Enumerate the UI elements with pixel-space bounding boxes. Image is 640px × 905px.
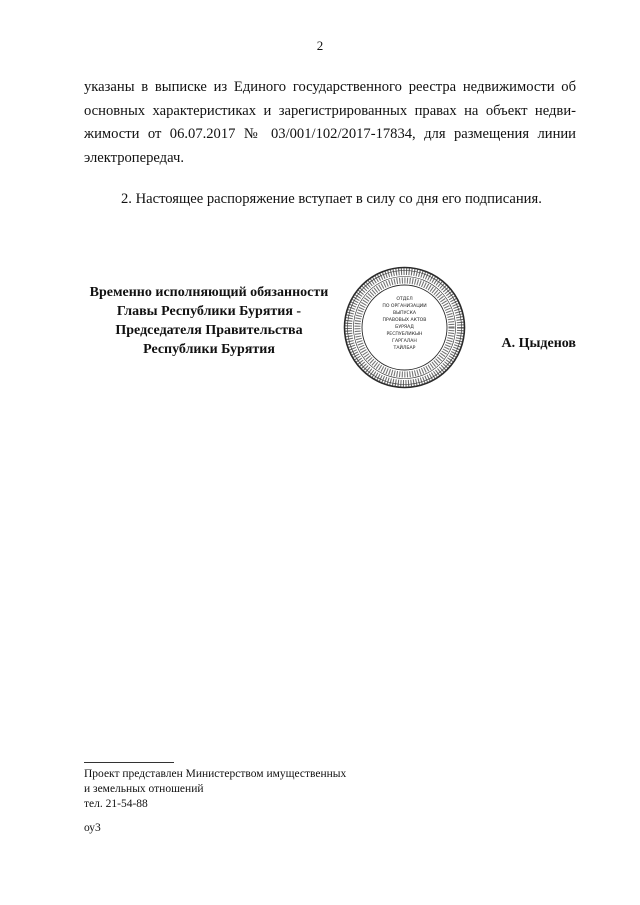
footnote-line: Проект представлен Министерством имущественных — [84, 768, 347, 780]
registry-code: оу3 — [84, 822, 101, 834]
footnote-divider — [84, 762, 174, 763]
signatory-position-line: Председателя Правительства — [115, 323, 303, 338]
footnote-line: тел. 21-54-88 — [84, 798, 148, 810]
footnote — [84, 767, 404, 812]
seal-center-line: ТАЙЛБАР — [393, 346, 416, 351]
signer-name: А. Цыденов — [501, 336, 576, 351]
seal-center-line: БУРЯАД — [395, 325, 414, 330]
seal-center-line: ПО ОРГАНИЗАЦИИ — [382, 304, 427, 309]
seal-center-line: ВЫПУСКА — [392, 311, 417, 316]
seal-center-line: ПРАВОВЫХ АКТОВ — [382, 318, 427, 323]
page-number: 2 — [316, 38, 324, 53]
footnote-line: и земельных отношений — [84, 783, 204, 795]
signatory-position-line: Республики Бурятия — [143, 342, 275, 357]
signatory-position-line: Временно исполняющий обязанности — [89, 285, 329, 300]
signatory-position-line: Главы Республики Бурятия - — [116, 304, 302, 319]
seal-center-line: ОТДЕЛ — [396, 297, 413, 302]
paragraph-continued: указаны в выписке из Единого государственного реестра недвижимости об основных характеристиках и зарегистрированных правах на объект недви-жимости от 06.07.2017 № 03/001/102/2017-17834, для размещения линии электропередач. — [84, 79, 576, 166]
paragraph-effective-clause: 2. Настоящее распоряжение вступает в силу со дня его подписания. — [121, 191, 542, 207]
official-seal — [342, 265, 467, 390]
seal-center-line: РЕСПУБЛИКЫН — [386, 332, 423, 337]
signatory-position — [78, 283, 340, 359]
seal-center-line: ГАРГАЛАН — [392, 339, 417, 344]
document-body — [84, 76, 576, 212]
